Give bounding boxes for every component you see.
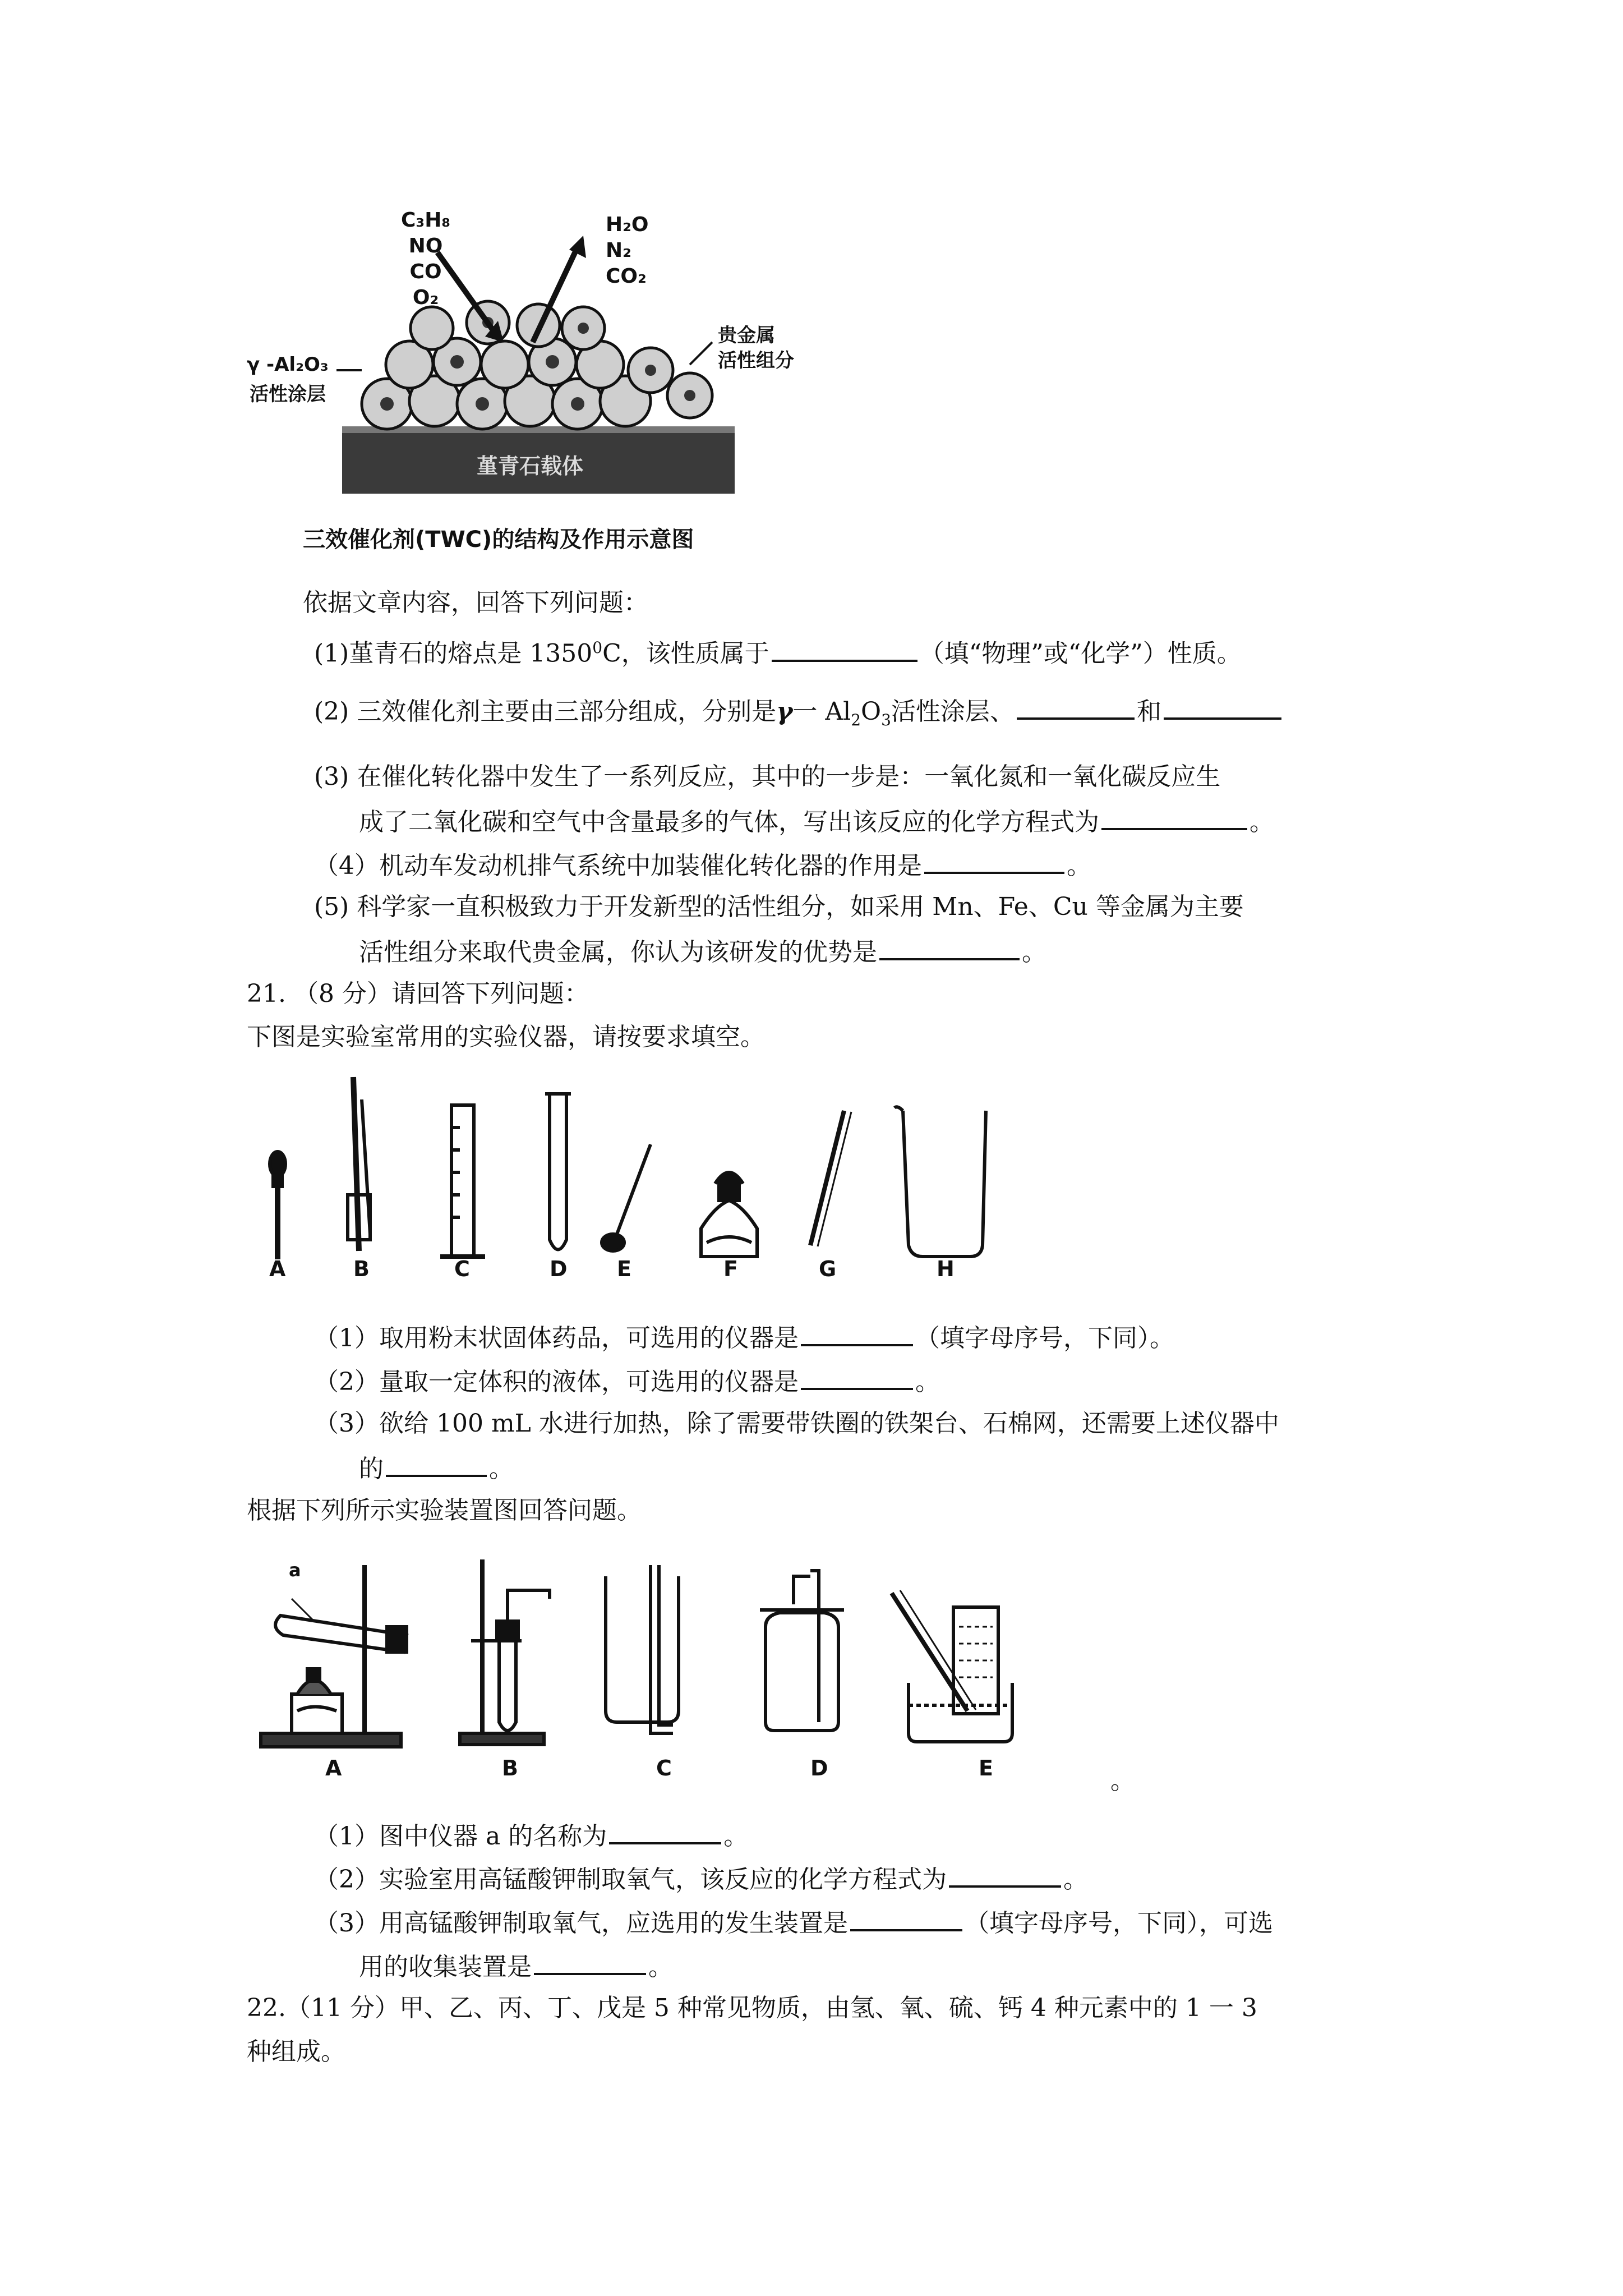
answer-blank[interactable] xyxy=(1164,693,1281,720)
q21-s2-pre: （2）量取一定体积的液体，可选用的仪器是 xyxy=(314,1368,799,1396)
instrument-label: B xyxy=(353,1257,370,1281)
right-label-1: 贵金属 xyxy=(718,324,775,347)
answer-blank[interactable] xyxy=(1101,803,1247,830)
q20-sub5-line1: (5) 科学家一直积极致力于开发新型的活性组分，如采用 Mn、Fe、Cu 等金属为主要 xyxy=(314,892,1244,921)
test-tube-clamp-drawing xyxy=(348,1077,370,1251)
apparatus-label: B xyxy=(502,1756,518,1780)
apparatus-e-drawing xyxy=(892,1590,1012,1742)
q21-t1-pre: （1）图中仪器 a 的名称为 xyxy=(314,1822,607,1851)
answer-blank[interactable] xyxy=(609,1818,721,1844)
q21-t2-post: 。 xyxy=(1063,1865,1088,1894)
answer-blank[interactable] xyxy=(879,933,1020,960)
instrument-label: G xyxy=(819,1257,837,1281)
out-gas: CO₂ xyxy=(606,265,647,288)
q20-sub3-line2 xyxy=(359,803,1274,839)
q21-part1-s3-line2 xyxy=(359,1450,514,1486)
answer-blank[interactable] xyxy=(801,1319,913,1346)
q21-t3-mid: （填字母序号，下同），可选 xyxy=(965,1909,1273,1938)
apparatus-a-marker: a xyxy=(289,1559,301,1581)
q20-sub3-line1: (3) 在催化转化器中发生了一系列反应，其中的一步是：一氧化氮和一氧化碳反应生 xyxy=(314,762,1221,791)
answer-blank[interactable] xyxy=(801,1363,913,1390)
q20-sub5-line2 xyxy=(359,933,1046,969)
q21-part1-s1 xyxy=(314,1319,1174,1355)
apparatus-drawing xyxy=(258,1543,1155,1795)
apparatus-label: D xyxy=(810,1756,828,1780)
apparatus-d-drawing xyxy=(760,1571,844,1731)
q21-t3-line2-text: 用的收集装置是 xyxy=(359,1953,532,1981)
answer-blank[interactable] xyxy=(924,847,1064,874)
q21-s2-post: 。 xyxy=(915,1368,940,1396)
q21-s3-text: 的 xyxy=(359,1455,384,1483)
answer-blank[interactable] xyxy=(772,635,917,662)
q20-sub2-s2: 3 xyxy=(881,710,891,729)
q20-sub1-mid: C，该性质属于 xyxy=(602,639,769,668)
right-label-2: 活性组分 xyxy=(718,349,794,372)
answer-blank[interactable] xyxy=(850,1904,962,1931)
q21-t1-post: 。 xyxy=(723,1822,749,1851)
q20-sub1-post: （填“物理”或“化学”）性质。 xyxy=(919,639,1242,668)
q20-intro: 依据文章内容，回答下列问题： xyxy=(303,588,648,617)
in-gas: O₂ xyxy=(412,286,439,309)
q20-sub2-after: 活性涂层、 xyxy=(891,697,1015,726)
instrument-label: F xyxy=(723,1257,738,1281)
q20-sub3-end: 。 xyxy=(1249,808,1274,836)
q20-sub1-sup: 0 xyxy=(592,638,603,657)
measuring-cylinder-drawing xyxy=(440,1105,485,1257)
q20-sub1 xyxy=(314,631,1242,671)
gamma-symbol: γ xyxy=(776,697,793,726)
in-gas: CO xyxy=(409,260,442,283)
in-gases xyxy=(401,208,450,311)
left-label-2: 活性涂层 xyxy=(250,383,326,406)
q20-sub4 xyxy=(314,847,1091,883)
instruments-figure xyxy=(258,1066,1110,1301)
q20-sub1-pre: (1)堇青石的熔点是 1350 xyxy=(314,639,593,668)
in-gas: NO xyxy=(408,234,443,257)
q21-part2-t1 xyxy=(314,1818,748,1853)
twc-diagram xyxy=(247,202,841,561)
instrument-label: D xyxy=(550,1257,568,1281)
q22-line1: 22.（11 分）甲、乙、丙、丁、戊是 5 种常见物质，由氢、氧、硫、钙 4 种元素中的 1 一 3 xyxy=(247,1994,1257,2022)
catalyst-particles xyxy=(362,301,712,429)
out-gas: H₂O xyxy=(606,213,649,236)
apparatus-c-drawing xyxy=(606,1565,679,1733)
q20-sub2-mid: 一 Al xyxy=(792,697,851,726)
q22-line2: 种组成。 xyxy=(247,2037,345,2066)
figure-caption: 三效催化剂(TWC)的结构及作用示意图 xyxy=(303,527,694,553)
apparatus-a-drawing xyxy=(261,1565,407,1747)
glass-rod-drawing xyxy=(810,1111,851,1246)
q20-sub2-pre: (2) 三效催化剂主要由三部分组成，分别是 xyxy=(314,697,777,726)
q21-t3-pre: （3）用高锰酸钾制取氧气，应选用的发生装置是 xyxy=(314,1909,848,1938)
answer-blank[interactable] xyxy=(386,1450,487,1477)
q21-intro2: 根据下列所示实验装置图回答问题。 xyxy=(247,1496,642,1525)
twc-figure xyxy=(247,202,841,561)
q21-part1-s2 xyxy=(314,1363,940,1399)
in-gas: C₃H₈ xyxy=(401,209,451,232)
q21-part1-s3-line1: （3）欲给 100 mL 水进行加热，除了需要带铁圈的铁架台、石棉网，还需要上述仪器中 xyxy=(314,1409,1279,1438)
q20-sub5-text: 活性组分来取代贵金属，你认为该研发的优势是 xyxy=(359,938,877,967)
q21-part2-t3 xyxy=(314,1904,1273,1940)
instrument-label: E xyxy=(617,1257,631,1281)
q20-sub5-end: 。 xyxy=(1022,938,1046,967)
alcohol-lamp-drawing xyxy=(701,1172,757,1257)
q21-s3-post: 。 xyxy=(489,1455,514,1483)
beaker-drawing xyxy=(895,1107,986,1257)
instrument-label: C xyxy=(454,1257,470,1281)
q20-sub4-end: 。 xyxy=(1067,852,1091,880)
instrument-label: H xyxy=(937,1257,955,1281)
left-label-1: γ -Al₂O₃ xyxy=(247,353,329,376)
apparatus-label: E xyxy=(979,1756,993,1780)
base-label: 堇青石载体 xyxy=(477,454,584,478)
q20-sub4-text: （4）机动车发动机排气系统中加装催化转化器的作用是 xyxy=(314,852,922,880)
q21-t3-post: 。 xyxy=(648,1953,673,1981)
dropper-drawing xyxy=(270,1152,285,1259)
answer-blank[interactable] xyxy=(949,1861,1061,1888)
apparatus-figure xyxy=(258,1543,1155,1795)
apparatus-end-mark: 。 xyxy=(1110,1766,1135,1795)
q21-title: 21. （8 分）请回答下列问题： xyxy=(247,979,589,1008)
instruments-drawing xyxy=(258,1066,1110,1301)
medicine-spoon-drawing xyxy=(602,1144,651,1251)
answer-blank[interactable] xyxy=(534,1948,646,1975)
q20-sub2-o: O xyxy=(861,697,882,726)
q21-part2-t2 xyxy=(314,1861,1088,1897)
q21-s1-post: （填字母序号，下同）。 xyxy=(915,1324,1174,1352)
instrument-label: A xyxy=(269,1257,286,1281)
answer-blank[interactable] xyxy=(1017,693,1135,720)
out-gas: N₂ xyxy=(606,239,631,262)
test-tube-drawing xyxy=(545,1094,571,1250)
q20-sub2-and: 和 xyxy=(1136,697,1161,726)
q20-sub2-s1: 2 xyxy=(851,710,861,729)
out-gases xyxy=(606,212,649,289)
apparatus-label: C xyxy=(656,1756,672,1780)
q21-part2-t3-line2 xyxy=(359,1948,673,1984)
q20-sub2 xyxy=(314,693,1284,737)
q21-s1-pre: （1）取用粉末状固体药品，可选用的仪器是 xyxy=(314,1324,799,1352)
q21-t2-pre: （2）实验室用高锰酸钾制取氧气，该反应的化学方程式为 xyxy=(314,1865,947,1894)
apparatus-b-drawing xyxy=(460,1559,550,1745)
apparatus-label: A xyxy=(325,1756,342,1780)
q21-intro: 下图是实验室常用的实验仪器，请按要求填空。 xyxy=(247,1023,765,1051)
q20-sub3-text: 成了二氧化碳和空气中含量最多的气体，写出该反应的化学方程式为 xyxy=(359,808,1099,836)
